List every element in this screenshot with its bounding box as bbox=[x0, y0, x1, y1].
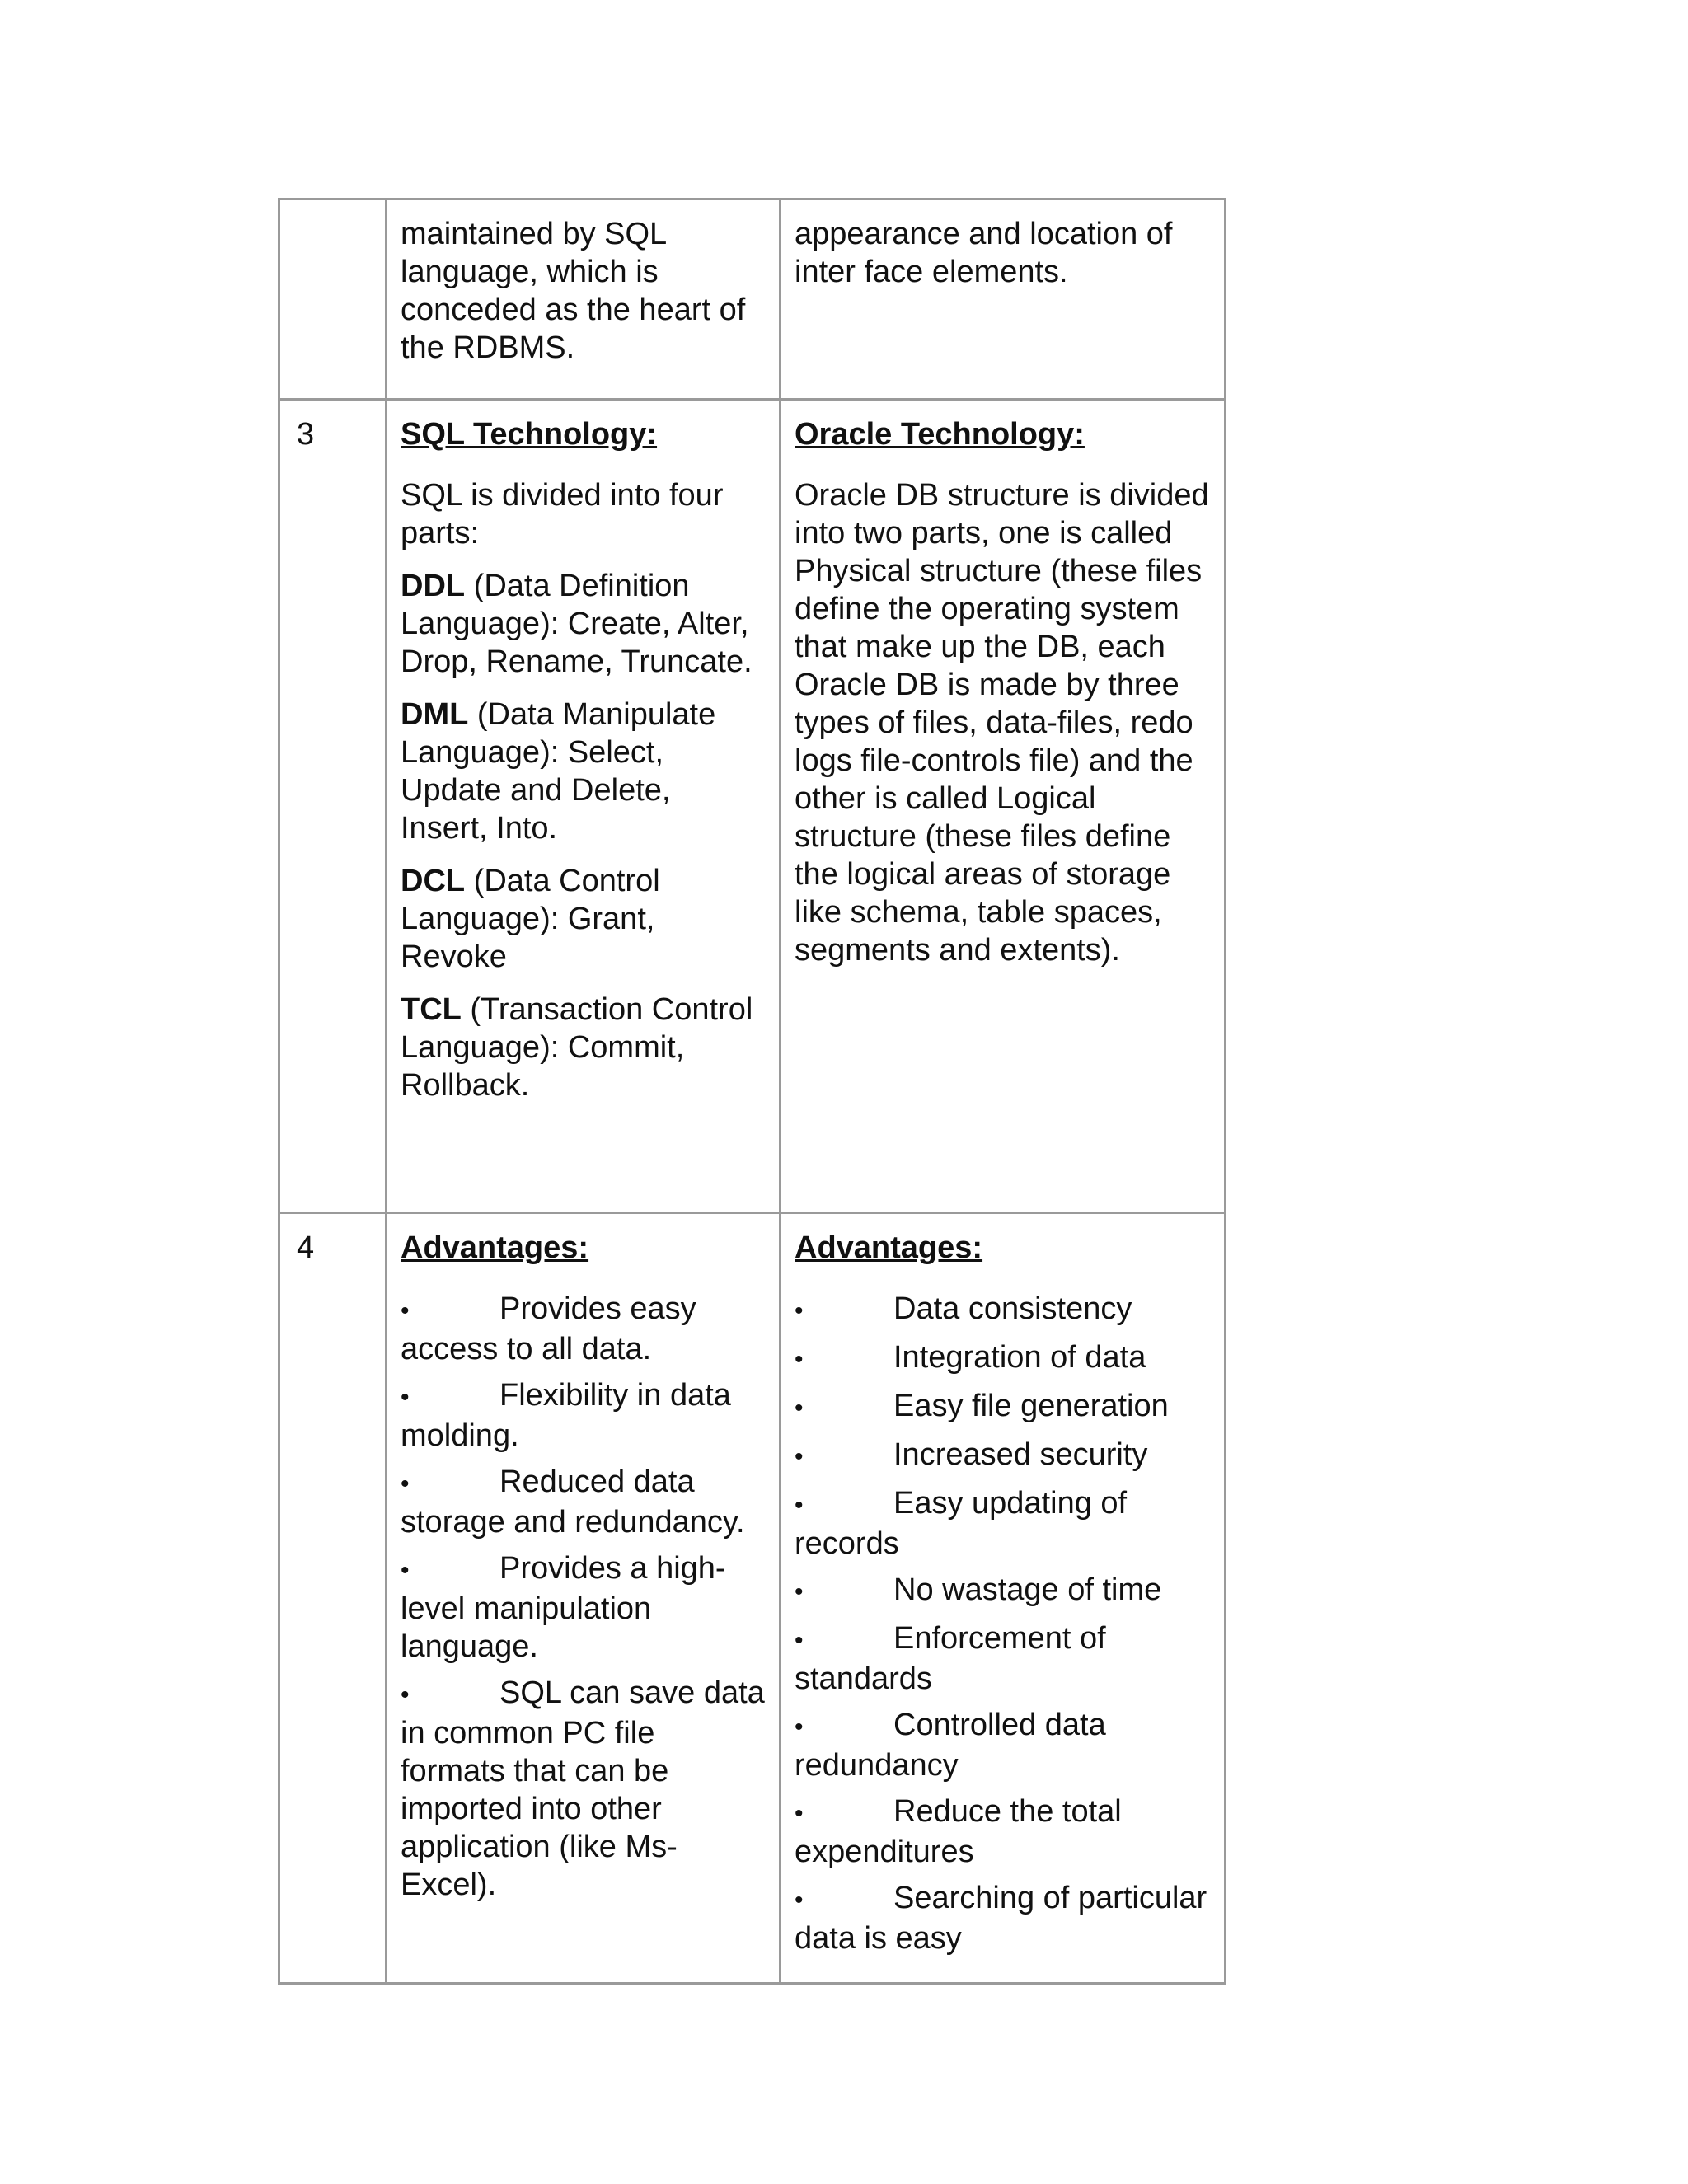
sql-part-desc: (Data Definition Language): Create, Alter, Drop, Rename, Truncate. bbox=[401, 569, 753, 679]
sql-cell bbox=[387, 400, 781, 1213]
list-item: • Provides easy access to all data. bbox=[401, 1291, 696, 1366]
list-item: • Easy file generation bbox=[795, 1387, 1211, 1427]
sql-part-item bbox=[401, 991, 766, 1104]
oracle-advantages-list bbox=[795, 1290, 1211, 1957]
sql-cell bbox=[387, 1213, 781, 1984]
sql-part-term: DDL bbox=[401, 569, 466, 603]
list-item: • Easy updating of records bbox=[795, 1486, 1128, 1561]
list-item: • Provides a high-level manipulation language. bbox=[401, 1551, 726, 1664]
sql-advantages-list bbox=[401, 1290, 766, 1904]
oracle-cell bbox=[781, 400, 1226, 1213]
bullet-icon: • bbox=[401, 1470, 410, 1497]
list-item: • Data consistency bbox=[795, 1290, 1211, 1330]
bullet-icon: • bbox=[795, 1886, 804, 1914]
sql-text: maintained by SQL language, which is conceded as the heart of the RDBMS. bbox=[401, 217, 746, 365]
list-item: • Enforcement of standards bbox=[795, 1621, 1106, 1696]
bullet-icon: • bbox=[795, 1346, 804, 1373]
bullet-icon: • bbox=[795, 1297, 804, 1324]
list-item: • Integration of data bbox=[795, 1338, 1211, 1379]
bullet-icon: • bbox=[795, 1394, 804, 1422]
sql-part-desc: (Transaction Control Language): Commit, Rollback. bbox=[401, 992, 753, 1103]
list-item: • Increased security bbox=[795, 1436, 1211, 1476]
comparison-table bbox=[278, 198, 1226, 1985]
oracle-cell bbox=[781, 199, 1226, 400]
bullet-icon: • bbox=[401, 1297, 410, 1324]
list-item: • Reduce the total expenditures bbox=[795, 1794, 1122, 1869]
sql-advantages-heading: Advantages: bbox=[401, 1230, 589, 1265]
sql-part-desc: (Data Control Language): Grant, Revoke bbox=[401, 864, 660, 974]
bullet-icon: • bbox=[795, 1492, 804, 1519]
oracle-text: Oracle DB structure is divided into two parts, one is called Physical structure (these files define the operating system that make up the DB, each Oracle DB is made by three types of files, data-files, redo logs file-controls file) and the other is called Logical structure (these files define the logical areas of storage like schema, table spaces, segments and extents). bbox=[795, 478, 1209, 968]
bullet-icon: • bbox=[795, 1578, 804, 1605]
oracle-cell bbox=[781, 1213, 1226, 1984]
bullet-icon: • bbox=[795, 1443, 804, 1470]
list-item: • Flexibility in data molding. bbox=[401, 1378, 731, 1453]
sql-part-item bbox=[401, 567, 766, 681]
row-number: 4 bbox=[279, 1213, 387, 1984]
sql-technology-heading: SQL Technology: bbox=[401, 417, 658, 452]
table-row bbox=[279, 199, 1226, 400]
sql-part-desc: (Data Manipulate Language): Select, Update and Delete, Insert, Into. bbox=[401, 697, 716, 846]
list-item: • Reduced data storage and redundancy. bbox=[401, 1465, 745, 1540]
list-item: • No wastage of time bbox=[795, 1571, 1211, 1611]
list-item: • SQL can save data in common PC file formats that can be imported into other application (like Ms-Excel). bbox=[401, 1675, 765, 1902]
sql-part-term: TCL bbox=[401, 992, 462, 1027]
bullet-icon: • bbox=[401, 1681, 410, 1708]
bullet-icon: • bbox=[795, 1713, 804, 1741]
bullet-icon: • bbox=[795, 1800, 804, 1827]
sql-part-term: DCL bbox=[401, 864, 466, 898]
row-number: 3 bbox=[279, 400, 387, 1213]
table-row bbox=[279, 1213, 1226, 1984]
sql-cell bbox=[387, 199, 781, 400]
sql-part-term: DML bbox=[401, 697, 469, 732]
sql-part-item bbox=[401, 862, 766, 976]
bullet-icon: • bbox=[401, 1557, 410, 1584]
bullet-icon: • bbox=[401, 1384, 410, 1411]
table-row bbox=[279, 400, 1226, 1213]
oracle-advantages-heading: Advantages: bbox=[795, 1230, 983, 1265]
sql-intro: SQL is divided into four parts: bbox=[401, 478, 724, 551]
oracle-text: appearance and location of inter face elements. bbox=[795, 217, 1173, 289]
row-number bbox=[279, 199, 387, 400]
oracle-technology-heading: Oracle Technology: bbox=[795, 417, 1085, 452]
list-item: • Searching of particular data is easy bbox=[795, 1881, 1207, 1956]
bullet-icon: • bbox=[795, 1627, 804, 1654]
list-item: • Controlled data redundancy bbox=[795, 1708, 1106, 1783]
sql-part-item bbox=[401, 696, 766, 847]
